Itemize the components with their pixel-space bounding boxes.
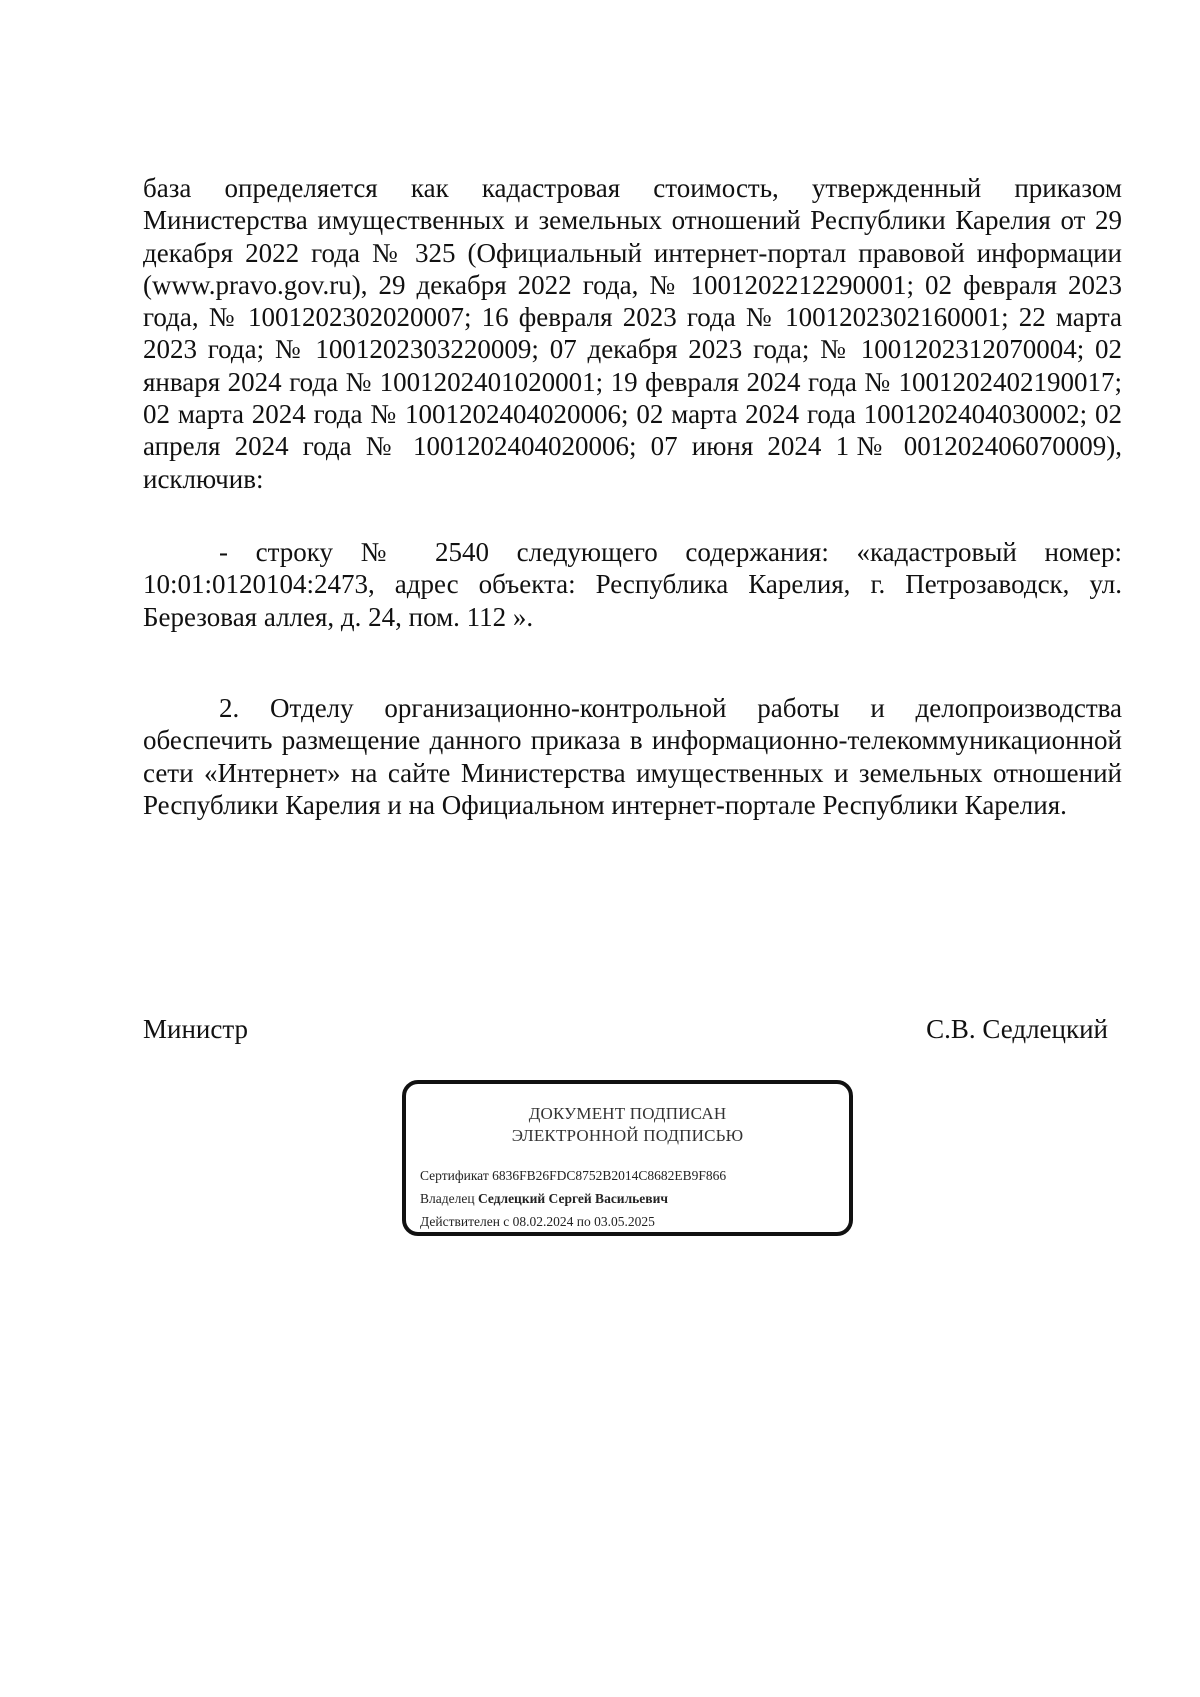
stamp-certificate [420, 1167, 726, 1185]
stamp-owner [420, 1190, 668, 1208]
stamp-certificate-value: 6836FB26FDC8752B2014C8682EB9F866 [492, 1168, 727, 1183]
stamp-title-line-2: ЭЛЕКТРОННОЙ ПОДПИСЬЮ [511, 1126, 744, 1145]
paragraph-2: 2. Отделу организационно-контрольной работы и делопроизводства обеспечить размещение данного приказа в информационно-телекоммуникационной сети «Интернет» на сайте Министерства имущественных и земельных отношений Республики Карелия и на Официальном интернет-портале Республики Карелия. [143, 693, 1122, 820]
paragraph-intro: база определяется как кадастровая стоимость, утвержденный приказом Министерства имущественных и земельных отношений Республики Карелия от 29 декабря 2022 года № 325 (Официальный интернет-портал правовой информации (www.pravo.gov.ru), 29 декабря 2022 года, № 1001202212290001; 02 февраля 2023 года, № 1001202302020007; 16 февраля 2023 года № 1001202302160001; 22 марта 2023 года; № 1001202303220009; 07 декабря 2023 года; № 1001202312070004; 02 января 2024 года № 1001202401020001; 19 февраля 2024 года № 1001202402190017; 02 марта 2024 года № 1001202404020006; 02 марта 2024 года 1001202404030002; 02 апреля 2024 года № 1001202404020006; 07 июня 2024 1№ 001202406070009), исключив: [143, 173, 1122, 494]
stamp-valid-to: 03.05.2025 [594, 1214, 655, 1229]
stamp-valid-to-label: по [576, 1214, 591, 1229]
stamp-valid-label: Действителен с [420, 1214, 510, 1229]
stamp-validity [420, 1213, 655, 1231]
signer-name: С.В. Седлецкий [926, 1014, 1108, 1044]
paragraph-excluded-item: - строку № 2540 следующего содержания: «кадастровый номер: 10:01:0120104:2473, адрес объекта: Республика Карелия, г. Петрозаводск, ул. Березовая аллея, д. 24, пом. 112 ». [143, 537, 1122, 632]
stamp-title [406, 1103, 849, 1147]
stamp-owner-value: Седлецкий Сергей Васильевич [477, 1191, 668, 1206]
stamp-owner-label: Владелец [420, 1191, 475, 1206]
electronic-signature-stamp [402, 1080, 853, 1236]
signer-position: Министр [143, 1014, 248, 1044]
stamp-certificate-label: Сертификат [420, 1168, 489, 1183]
stamp-valid-from: 08.02.2024 [512, 1214, 574, 1229]
stamp-title-line-1: ДОКУМЕНТ ПОДПИСАН [528, 1104, 727, 1123]
